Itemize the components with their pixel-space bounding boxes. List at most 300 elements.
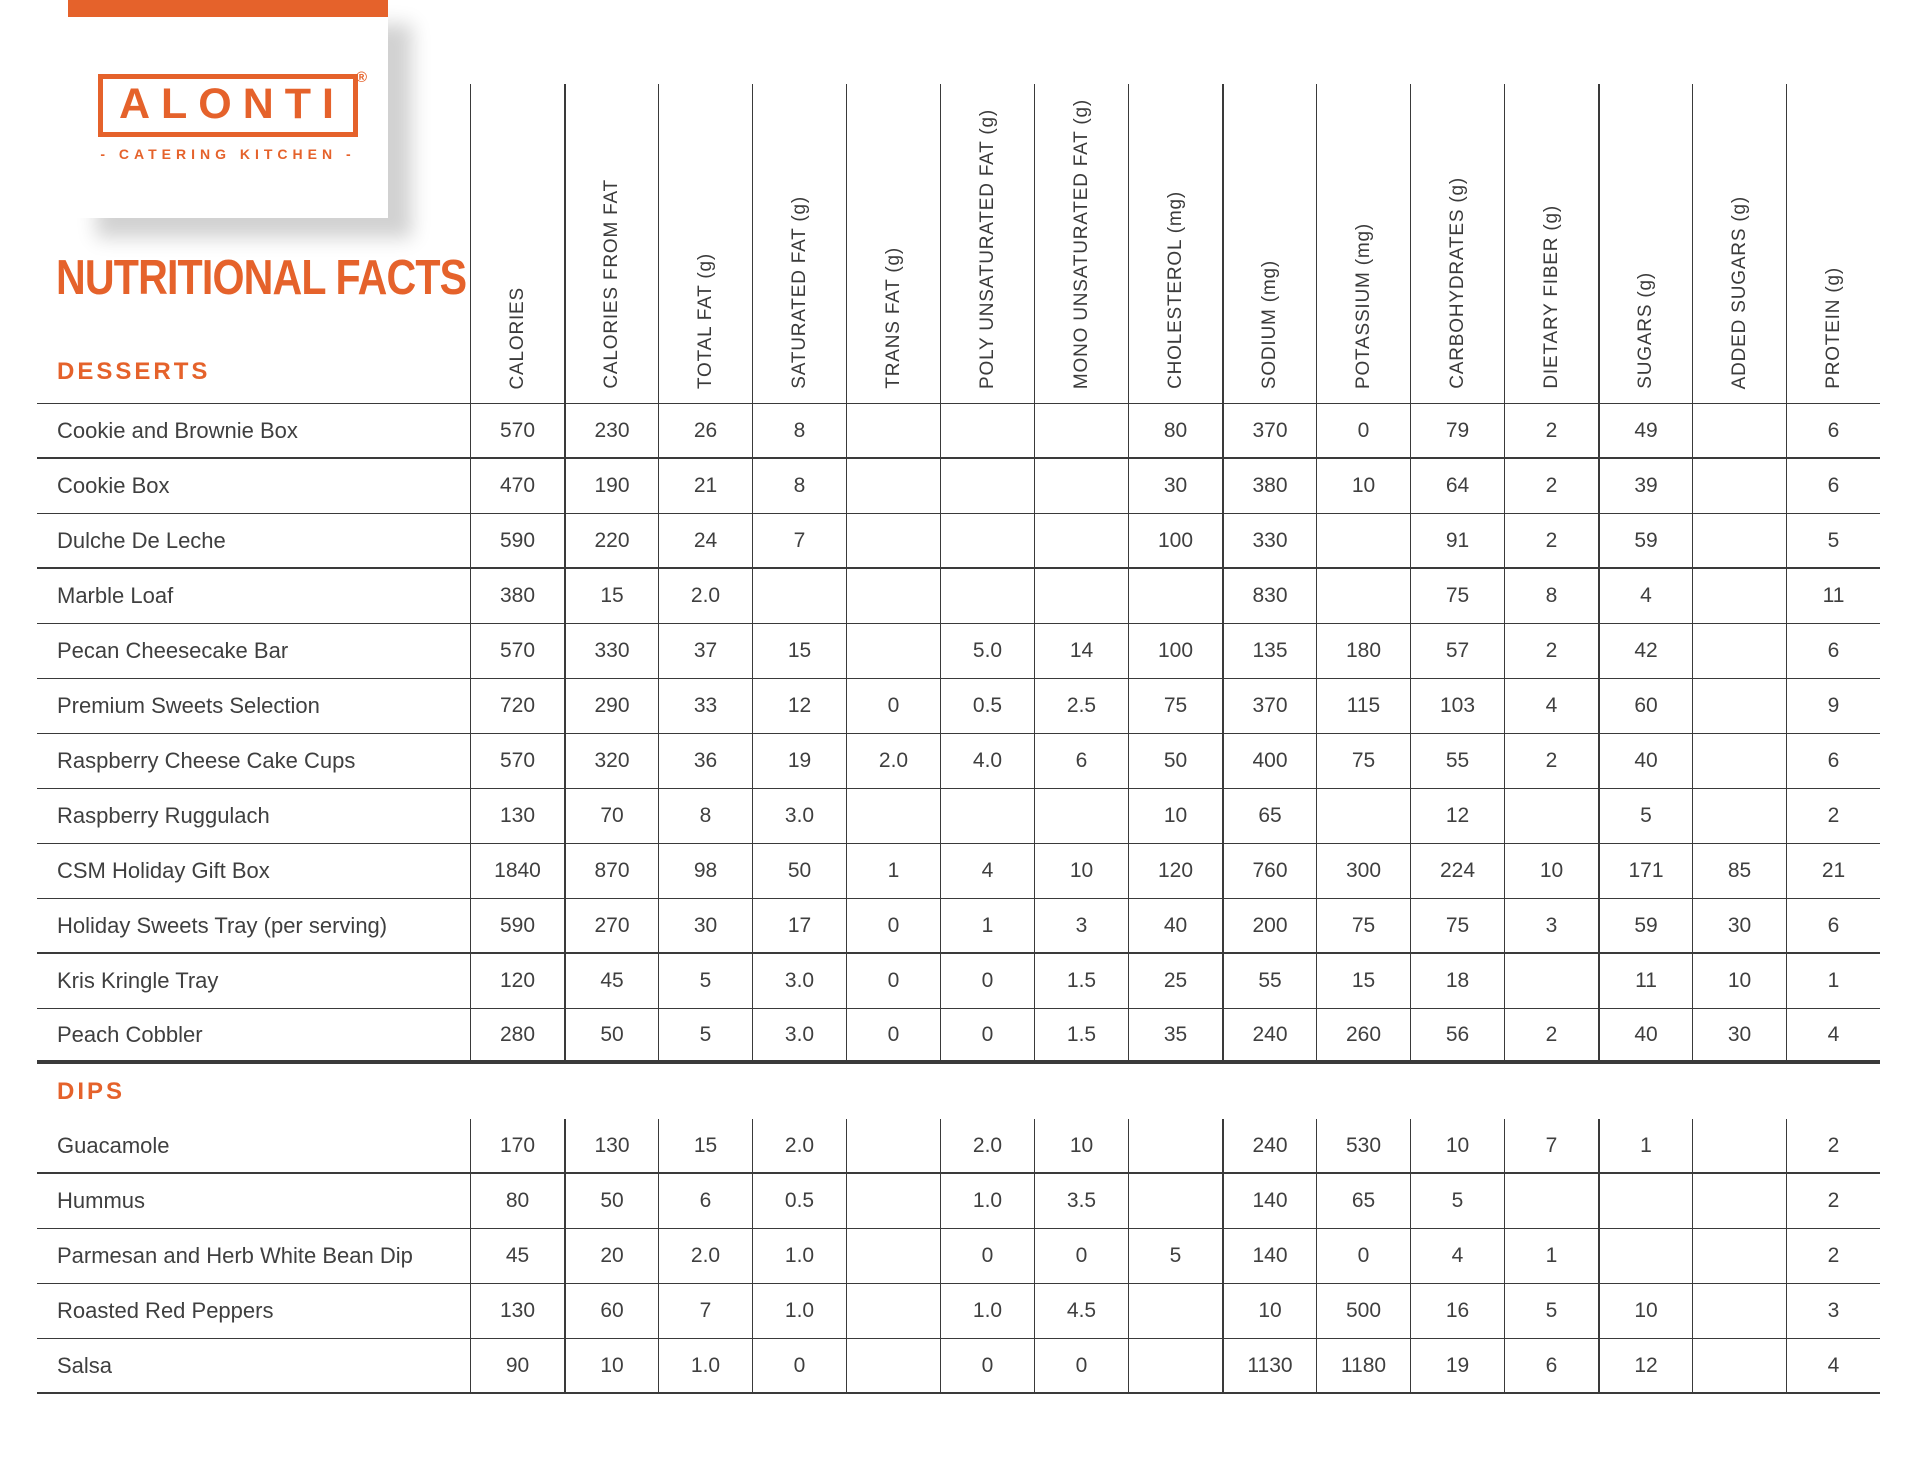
nutrition-value: 330	[564, 624, 658, 678]
nutrition-value: 8	[658, 789, 752, 843]
nutrition-value: 5	[1786, 514, 1880, 567]
nutrition-value: 79	[1410, 404, 1504, 457]
item-name: Cookie Box	[57, 473, 170, 498]
nutrition-value	[1034, 569, 1128, 623]
nutrition-value: 0.5	[752, 1174, 846, 1228]
nutrition-value: 2	[1504, 514, 1598, 567]
nutrition-value: 0	[940, 1339, 1034, 1392]
nutrition-value	[1316, 569, 1410, 623]
nutrition-value	[1692, 789, 1786, 843]
column-header	[1410, 84, 1504, 403]
nutrition-value: 0	[1316, 1229, 1410, 1283]
nutrition-value: 590	[470, 899, 564, 952]
nutrition-value: 0	[940, 1229, 1034, 1283]
nutrition-value: 760	[1222, 844, 1316, 898]
nutrition-value	[1692, 459, 1786, 513]
nutrition-value: 2.0	[940, 1119, 1034, 1172]
column-header-label: TRANS FAT (g)	[882, 247, 904, 389]
nutrition-value: 60	[564, 1284, 658, 1338]
table-row	[37, 624, 1880, 679]
nutrition-value: 50	[752, 844, 846, 898]
nutrition-value	[1692, 1284, 1786, 1338]
nutrition-value: 10	[564, 1339, 658, 1392]
item-name: Raspberry Ruggulach	[57, 803, 270, 828]
nutrition-value	[1128, 1284, 1222, 1338]
column-header	[1222, 84, 1316, 403]
nutrition-value: 12	[752, 679, 846, 733]
nutrition-value: 100	[1128, 514, 1222, 567]
column-header-label: SUGARS (g)	[1635, 272, 1656, 389]
nutrition-value: 570	[470, 404, 564, 457]
column-header	[1504, 84, 1598, 403]
nutrition-value: 2.0	[752, 1119, 846, 1172]
nutrition-value: 85	[1692, 844, 1786, 898]
nutrition-value: 400	[1222, 734, 1316, 788]
nutrition-value: 470	[470, 459, 564, 513]
nutrition-value: 10	[1222, 1284, 1316, 1338]
nutrition-value: 530	[1316, 1119, 1410, 1172]
item-name: Dulche De Leche	[57, 527, 226, 553]
nutrition-value: 75	[1410, 569, 1504, 623]
nutrition-value: 0	[1316, 404, 1410, 457]
nutrition-value: 5	[1128, 1229, 1222, 1283]
item-name: Parmesan and Herb White Bean Dip	[57, 1243, 413, 1268]
nutrition-value: 40	[1128, 899, 1222, 952]
column-header-label: DIETARY FIBER (g)	[1540, 205, 1562, 389]
column-header-label: CARBOHYDRATES (g)	[1446, 177, 1468, 389]
nutrition-value: 103	[1410, 679, 1504, 733]
table-row	[37, 1229, 1880, 1284]
nutrition-value	[1034, 459, 1128, 513]
nutrition-value: 15	[658, 1119, 752, 1172]
column-header-label: PROTEIN (g)	[1822, 267, 1844, 389]
nutrition-value: 50	[564, 1009, 658, 1060]
nutrition-value: 380	[470, 569, 564, 623]
nutrition-value: 6	[1786, 459, 1880, 513]
nutrition-value	[846, 1284, 940, 1338]
table-row	[37, 954, 1880, 1009]
nutrition-value: 0	[940, 1009, 1034, 1060]
nutrition-value: 290	[564, 679, 658, 733]
nutrition-value: 130	[564, 1119, 658, 1172]
nutrition-value: 1.0	[658, 1339, 752, 1392]
nutrition-value: 30	[1692, 1009, 1786, 1060]
table-row	[37, 1339, 1880, 1394]
item-name: Guacamole	[57, 1132, 170, 1158]
nutrition-value	[846, 404, 940, 457]
logo-tagline: - CATERING KITCHEN -	[100, 145, 356, 162]
nutrition-value: 3.0	[752, 1009, 846, 1060]
nutrition-value: 190	[564, 459, 658, 513]
nutrition-value	[940, 514, 1034, 567]
nutrition-value: 1	[940, 899, 1034, 952]
nutrition-value: 10	[1410, 1119, 1504, 1172]
table-row	[37, 1284, 1880, 1339]
nutrition-value: 2.0	[846, 734, 940, 788]
nutrition-value: 4.5	[1034, 1284, 1128, 1338]
column-header	[1128, 84, 1222, 403]
section-label-dips	[37, 1064, 1880, 1119]
nutrition-value: 3.5	[1034, 1174, 1128, 1228]
nutrition-value: 1.0	[752, 1229, 846, 1283]
item-name: Kris Kringle Tray	[57, 968, 219, 993]
table-row	[37, 789, 1880, 844]
nutrition-value: 0	[940, 954, 1034, 1008]
nutrition-value: 5	[1410, 1174, 1504, 1228]
nutrition-value: 11	[1598, 954, 1692, 1008]
nutrition-value: 15	[1316, 954, 1410, 1008]
nutrition-value: 10	[1128, 789, 1222, 843]
nutrition-value: 1.5	[1034, 954, 1128, 1008]
nutrition-value: 140	[1222, 1174, 1316, 1228]
nutrition-value: 7	[1504, 1119, 1598, 1172]
nutrition-value	[1692, 624, 1786, 678]
nutrition-value: 18	[1410, 954, 1504, 1008]
table-row	[37, 1174, 1880, 1229]
nutrition-value: 171	[1598, 844, 1692, 898]
nutrition-value: 9	[1786, 679, 1880, 733]
nutrition-value	[1128, 1119, 1222, 1172]
nutrition-value: 0	[846, 1009, 940, 1060]
nutrition-value: 7	[658, 1284, 752, 1338]
nutrition-value	[1128, 569, 1222, 623]
nutrition-value	[752, 569, 846, 623]
nutrition-value: 240	[1222, 1009, 1316, 1060]
nutrition-value: 2	[1786, 1229, 1880, 1283]
nutrition-value: 59	[1598, 899, 1692, 952]
item-name: Cookie and Brownie Box	[57, 417, 298, 443]
nutrition-value: 6	[1034, 734, 1128, 788]
nutrition-value: 90	[470, 1339, 564, 1392]
nutrition-value: 75	[1410, 899, 1504, 952]
nutrition-value: 30	[1128, 459, 1222, 513]
table-row	[37, 569, 1880, 624]
nutrition-value	[846, 624, 940, 678]
nutrition-value: 230	[564, 404, 658, 457]
section-label-desserts: DESSERTS	[57, 358, 211, 385]
nutrition-value: 2	[1786, 789, 1880, 843]
nutrition-value: 75	[1316, 899, 1410, 952]
nutrition-value	[846, 1229, 940, 1283]
column-header	[846, 84, 940, 403]
nutrition-value	[1692, 1229, 1786, 1283]
table-row	[37, 844, 1880, 899]
nutrition-value	[1128, 1174, 1222, 1228]
nutrition-value: 5	[1504, 1284, 1598, 1338]
section-rows	[37, 404, 1880, 1064]
registered-trademark-icon: ®	[355, 68, 368, 86]
nutrition-value: 370	[1222, 679, 1316, 733]
nutrition-value: 6	[1786, 404, 1880, 457]
table-row	[37, 899, 1880, 954]
nutrition-value: 10	[1504, 844, 1598, 898]
nutrition-value: 10	[1598, 1284, 1692, 1338]
column-header	[1316, 84, 1410, 403]
column-header-label: SATURATED FAT (g)	[788, 196, 810, 389]
nutrition-value: 80	[1128, 404, 1222, 457]
nutrition-value: 3.0	[752, 789, 846, 843]
nutrition-value	[1504, 1174, 1598, 1228]
nutrition-value	[940, 569, 1034, 623]
item-name: Peach Cobbler	[57, 1021, 203, 1047]
nutrition-value: 1180	[1316, 1339, 1410, 1392]
nutrition-value	[1128, 1339, 1222, 1392]
nutrition-value	[1692, 734, 1786, 788]
nutrition-value: 35	[1128, 1009, 1222, 1060]
nutrition-value: 1.0	[940, 1284, 1034, 1338]
nutrition-value: 4	[940, 844, 1034, 898]
nutrition-value: 200	[1222, 899, 1316, 952]
item-name: Holiday Sweets Tray (per serving)	[57, 912, 388, 938]
nutrition-value: 2.0	[658, 1229, 752, 1283]
nutrition-value: 20	[564, 1229, 658, 1283]
column-header-label: CALORIES FROM FAT	[601, 179, 622, 389]
nutrition-value	[1692, 569, 1786, 623]
nutrition-value: 15	[564, 569, 658, 623]
nutrition-value: 24	[658, 514, 752, 567]
nutrition-value	[1692, 679, 1786, 733]
nutrition-value: 30	[1692, 899, 1786, 952]
nutrition-value: 220	[564, 514, 658, 567]
nutrition-value: 3	[1504, 899, 1598, 952]
nutrition-value: 2	[1504, 624, 1598, 678]
nutrition-value: 45	[470, 1229, 564, 1283]
table-body	[37, 404, 1880, 1394]
nutrition-value: 60	[1598, 679, 1692, 733]
nutrition-value: 300	[1316, 844, 1410, 898]
nutrition-value	[1692, 1339, 1786, 1392]
nutrition-value: 0.5	[940, 679, 1034, 733]
nutrition-value	[846, 1339, 940, 1392]
column-header	[940, 84, 1034, 403]
nutrition-value: 25	[1128, 954, 1222, 1008]
nutrition-value: 1.0	[752, 1284, 846, 1338]
nutrition-value: 100	[1128, 624, 1222, 678]
nutrition-value	[846, 514, 940, 567]
nutrition-value: 1130	[1222, 1339, 1316, 1392]
nutrition-value: 65	[1316, 1174, 1410, 1228]
nutrition-value: 0	[752, 1339, 846, 1392]
nutrition-value: 8	[752, 404, 846, 457]
nutrition-value: 1	[1504, 1229, 1598, 1283]
column-header	[658, 84, 752, 403]
nutrition-value: 590	[470, 514, 564, 567]
nutrition-value	[1598, 1229, 1692, 1283]
nutrition-value: 140	[1222, 1229, 1316, 1283]
nutrition-value: 1	[846, 844, 940, 898]
nutrition-value: 224	[1410, 844, 1504, 898]
nutrition-value	[1692, 404, 1786, 457]
nutrition-value	[846, 1119, 940, 1172]
nutrition-value	[940, 789, 1034, 843]
nutrition-value: 380	[1222, 459, 1316, 513]
nutrition-value: 21	[1786, 844, 1880, 898]
column-header-label: TOTAL FAT (g)	[694, 252, 716, 389]
table-row	[37, 679, 1880, 734]
nutrition-value: 4	[1504, 679, 1598, 733]
column-header-label: CHOLESTEROL (mg)	[1164, 191, 1186, 389]
item-name: Marble Loaf	[57, 583, 174, 608]
nutrition-value: 320	[564, 734, 658, 788]
nutrition-value: 65	[1222, 789, 1316, 843]
nutrition-value: 21	[658, 459, 752, 513]
nutrition-value: 26	[658, 404, 752, 457]
nutrition-value: 120	[1128, 844, 1222, 898]
nutrition-value: 4	[1410, 1229, 1504, 1283]
nutrition-value: 2	[1504, 1009, 1598, 1060]
table-row	[37, 1009, 1880, 1064]
nutrition-value: 115	[1316, 679, 1410, 733]
section-rows	[37, 1119, 1880, 1394]
nutrition-value	[940, 404, 1034, 457]
section-label-text: DIPS	[57, 1077, 126, 1105]
nutrition-value	[846, 789, 940, 843]
nutrition-value: 330	[1222, 514, 1316, 567]
nutrition-value: 0	[1034, 1339, 1128, 1392]
nutrition-value: 19	[1410, 1339, 1504, 1392]
nutrition-value	[1504, 789, 1598, 843]
nutrition-value: 570	[470, 734, 564, 788]
nutrition-value: 6	[1786, 734, 1880, 788]
item-name: Premium Sweets Selection	[57, 693, 320, 718]
table-row	[37, 404, 1880, 459]
nutrition-value: 15	[752, 624, 846, 678]
nutrition-value: 14	[1034, 624, 1128, 678]
nutrition-value: 8	[1504, 569, 1598, 623]
nutrition-value	[1034, 789, 1128, 843]
nutrition-value: 12	[1598, 1339, 1692, 1392]
column-header	[1598, 84, 1692, 403]
nutrition-value: 59	[1598, 514, 1692, 567]
nutrition-value: 5	[1598, 789, 1692, 843]
nutrition-value: 19	[752, 734, 846, 788]
nutrition-value: 180	[1316, 624, 1410, 678]
nutrition-value: 57	[1410, 624, 1504, 678]
table-row	[37, 734, 1880, 789]
nutrition-value: 36	[658, 734, 752, 788]
nutrition-value	[846, 1174, 940, 1228]
nutrition-value: 45	[564, 954, 658, 1008]
nutrition-value: 40	[1598, 734, 1692, 788]
nutrition-value: 2	[1504, 404, 1598, 457]
nutrition-value: 3	[1034, 899, 1128, 952]
item-name: Raspberry Cheese Cake Cups	[57, 748, 356, 773]
nutrition-value	[846, 569, 940, 623]
nutrition-value: 570	[470, 624, 564, 678]
nutrition-value: 37	[658, 624, 752, 678]
table-row	[37, 514, 1880, 569]
nutrition-value: 3.0	[752, 954, 846, 1008]
nutrition-value: 2.0	[658, 569, 752, 623]
column-header-label: POLY UNSATURATED FAT (g)	[976, 109, 998, 389]
nutrition-value: 5	[658, 954, 752, 1008]
logo-wordmark: ALONTI	[118, 79, 346, 128]
nutrition-value: 1.0	[940, 1174, 1034, 1228]
nutrition-value: 260	[1316, 1009, 1410, 1060]
nutrition-value: 11	[1786, 569, 1880, 623]
nutrition-value: 49	[1598, 404, 1692, 457]
nutrition-value: 2	[1504, 459, 1598, 513]
nutrition-value: 55	[1410, 734, 1504, 788]
nutrition-value: 10	[1316, 459, 1410, 513]
item-name: Salsa	[57, 1352, 113, 1378]
nutrition-value: 1	[1786, 954, 1880, 1008]
nutrition-value: 720	[470, 679, 564, 733]
nutrition-value: 1840	[470, 844, 564, 898]
logo-top-bar	[68, 0, 388, 17]
nutrition-value: 0	[846, 954, 940, 1008]
nutrition-value	[846, 459, 940, 513]
nutrition-value: 130	[470, 1284, 564, 1338]
nutrition-value: 2	[1786, 1119, 1880, 1172]
nutrition-value: 8	[752, 459, 846, 513]
nutrition-value: 50	[1128, 734, 1222, 788]
column-header	[1692, 84, 1786, 403]
nutrition-value	[1504, 954, 1598, 1008]
nutrition-value: 4	[1786, 1009, 1880, 1060]
nutrition-value: 75	[1316, 734, 1410, 788]
nutrition-value: 270	[564, 899, 658, 952]
nutrition-value	[1692, 514, 1786, 567]
nutrition-value: 75	[1128, 679, 1222, 733]
nutrition-value: 17	[752, 899, 846, 952]
nutrition-value: 91	[1410, 514, 1504, 567]
column-header	[470, 84, 564, 403]
nutrition-value: 5.0	[940, 624, 1034, 678]
nutrition-value: 6	[1504, 1339, 1598, 1392]
nutrition-value: 2.5	[1034, 679, 1128, 733]
nutrition-value: 10	[1034, 844, 1128, 898]
nutrition-value: 4	[1598, 569, 1692, 623]
nutrition-value: 1	[1598, 1119, 1692, 1172]
nutrition-value: 240	[1222, 1119, 1316, 1172]
column-header	[752, 84, 846, 403]
nutrition-value: 6	[658, 1174, 752, 1228]
nutrition-value: 80	[470, 1174, 564, 1228]
nutrition-value: 39	[1598, 459, 1692, 513]
nutrition-table	[37, 84, 1880, 1394]
nutrition-value: 70	[564, 789, 658, 843]
nutrition-value: 2	[1504, 734, 1598, 788]
nutrition-value: 6	[1786, 624, 1880, 678]
column-header	[1034, 84, 1128, 403]
nutrition-value: 500	[1316, 1284, 1410, 1338]
nutrition-value: 42	[1598, 624, 1692, 678]
table-row	[37, 459, 1880, 514]
nutrition-value: 98	[658, 844, 752, 898]
nutrition-value: 56	[1410, 1009, 1504, 1060]
column-header-label: POTASSIUM (mg)	[1352, 222, 1374, 389]
nutrition-value	[1316, 514, 1410, 567]
column-header-label: MONO UNSATURATED FAT (g)	[1070, 98, 1092, 389]
nutrition-value: 50	[564, 1174, 658, 1228]
nutrition-value: 370	[1222, 404, 1316, 457]
nutrition-value: 7	[752, 514, 846, 567]
nutrition-value: 10	[1034, 1119, 1128, 1172]
item-name: Roasted Red Peppers	[57, 1298, 274, 1323]
nutrition-value	[1034, 404, 1128, 457]
nutrition-value: 40	[1598, 1009, 1692, 1060]
table-row	[37, 1119, 1880, 1174]
nutrition-value: 5	[658, 1009, 752, 1060]
nutrition-value	[1692, 1119, 1786, 1172]
column-header	[1786, 84, 1880, 403]
nutrition-value: 870	[564, 844, 658, 898]
nutrition-value: 2	[1786, 1174, 1880, 1228]
nutrition-value: 4	[1786, 1339, 1880, 1392]
nutrition-value	[1598, 1174, 1692, 1228]
nutrition-value	[940, 459, 1034, 513]
